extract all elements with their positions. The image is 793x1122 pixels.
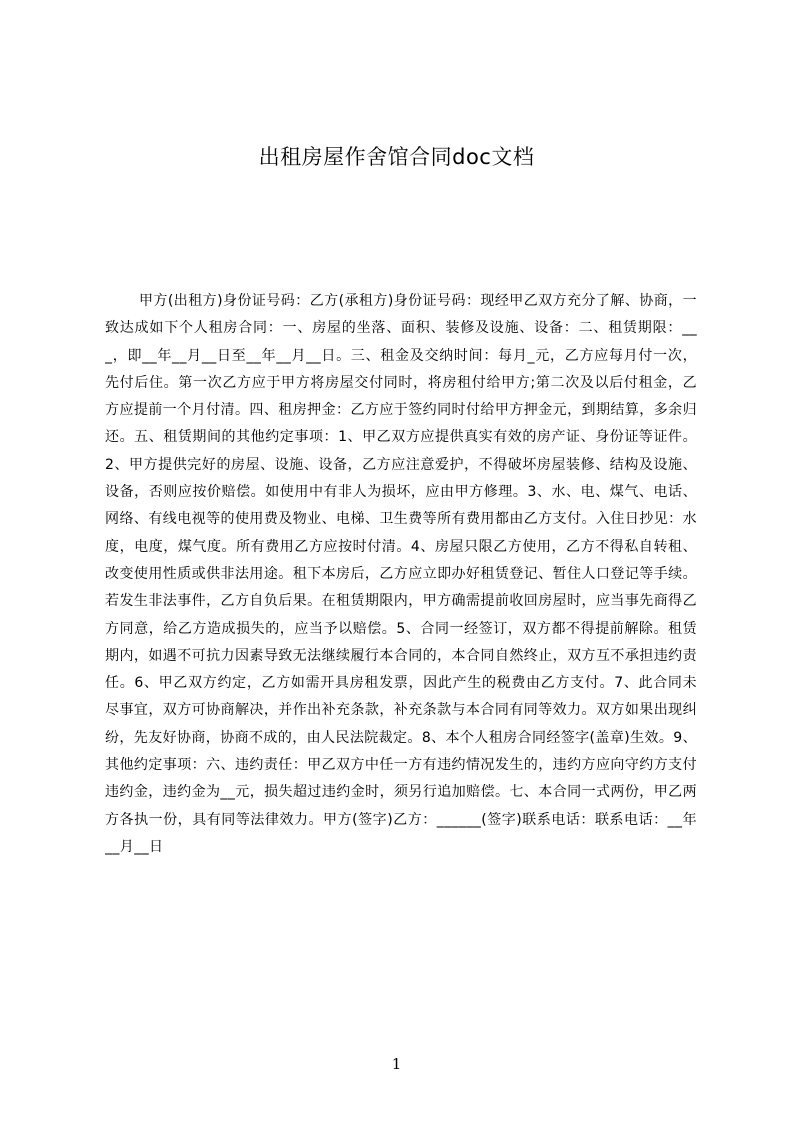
contract-paragraph: 甲方(出租方)身份证号码：乙方(承租方)身份证号码：现经甲乙双方充分了解、协商，一致达成如下个人租房合同：一、房屋的坐落、面积、装修及设施、设备：二、租赁期限：___，即__年__月__日至__年__月__日。三、租金及交纳时间：每月_元，乙方应每月付一次，先付后住。第一次乙方应于甲方将房屋交付同时，将房租付给甲方;第二次及以后付租金，乙方应提前一个月付清。四、租房押金：乙方应于签约同时付给甲方押金元，到期结算，多余归还。五、租赁期间的其他约定事项：1、甲乙双方应提供真实有效的房产证、身份证等证件。2、甲方提供完好的房屋、设施、设备，乙方应注意爱护，不得破坏房屋装修、结构及设施、设备，否则应按价赔偿。如使用中有非人为损坏，应由甲方修理。3、水、电、煤气、电话、网络、有线电视等的使用费及物业、电梯、卫生费等所有费用都由乙方支付。入住日抄见：水度，电度，煤气度。所有费用乙方应按时付清。4、房屋只限乙方使用，乙方不得私自转租、改变使用性质或供非法用途。租下本房后，乙方应立即办好租赁登记、暂住人口登记等手续。若发生非法事件，乙方自负后果。在租赁期限内，甲方确需提前收回房屋时，应当事先商得乙方同意，给乙方造成损失的，应当予以赔偿。5、合同一经签订，双方都不得提前解除。租赁期内，如遇不可抗力因素导致无法继续履行本合同的，本合同自然终止，双方互不承担违约责任。6、甲乙双方约定，乙方如需开具房租发票，因此产生的税费由乙方支付。7、此合同未尽事宜，双方可协商解决，并作出补充条款，补充条款与本合同有同等效力。双方如果出现纠纷，先友好协商，协商不成的，由人民法院裁定。8、本个人租房合同经签字(盖章)生效。9、其他约定事项：六、违约责任：甲乙双方中任一方有违约情况发生的，违约方应向守约方支付违约金，违约金为__元，损失超过违约金时，须另行追加赔偿。七、本合同一式两份，甲乙两方各执一份，具有同等法律效力。甲方(签字)乙方：______(签字)联系电话：联系电话：__年__月__日 [105,293,697,855]
contract-body [105,288,697,878]
page-number: 1 [391,1055,402,1073]
document-title: 出租房屋作舍馆合同doc文档 [258,145,535,169]
